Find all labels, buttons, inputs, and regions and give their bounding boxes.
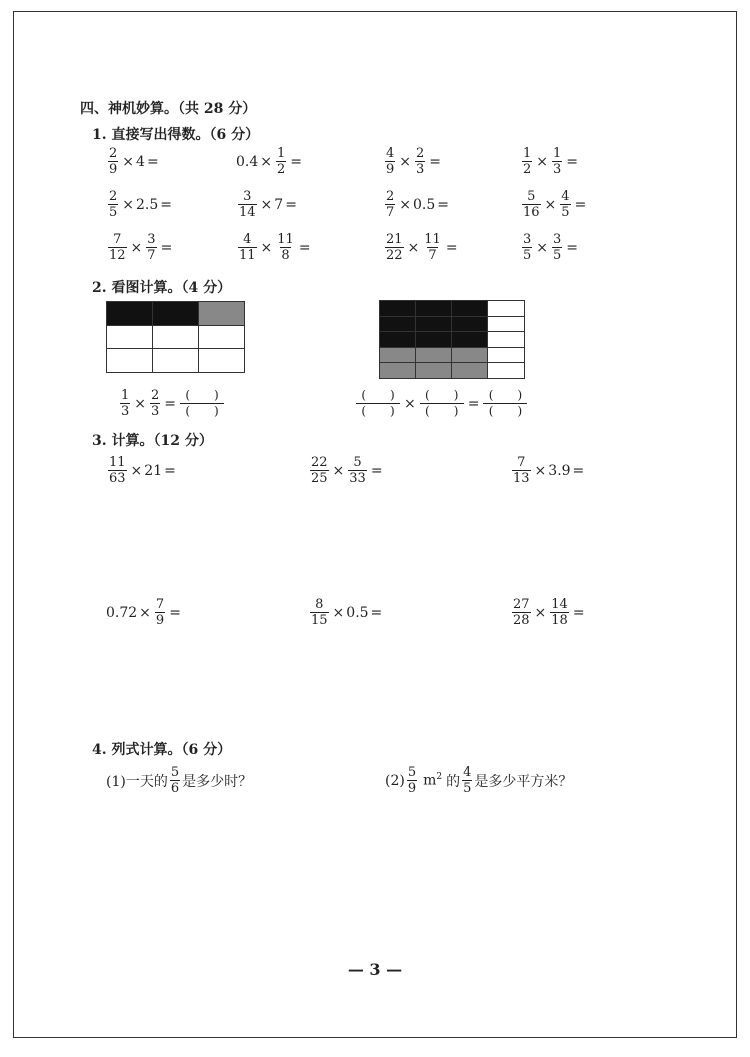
number: 0.72 — [106, 604, 138, 621]
grid-cell — [452, 301, 488, 317]
equals-sign: = — [146, 153, 159, 170]
grid-cell — [452, 316, 488, 332]
times-sign: × — [534, 604, 547, 621]
grid-cell — [107, 349, 153, 373]
q4-p1-fraction: $\frac{5}{6}$ — [170, 765, 180, 796]
expression — [520, 189, 588, 220]
fraction: $\frac{21}{22}$ — [386, 232, 403, 263]
fraction: $\frac{11}{63}$ — [109, 455, 126, 486]
page-number: — 3 — — [347, 960, 403, 979]
expression — [236, 146, 304, 177]
fraction: $\frac{2}{9}$ — [109, 146, 118, 177]
times-sign: × — [130, 239, 143, 256]
grid-cell — [153, 325, 199, 349]
equals-sign: = — [566, 239, 579, 256]
grid-cell — [452, 332, 488, 348]
fraction: $\frac{22}{25}$ — [311, 455, 328, 486]
grid-cell — [153, 349, 199, 373]
fraction: $\frac{8}{15}$ — [311, 597, 328, 628]
grid-cell — [452, 347, 488, 363]
q2-title: 2. 看图计算。（4 分） — [92, 280, 232, 296]
number: 7 — [274, 196, 284, 213]
fraction: $\frac{2}{7}$ — [386, 189, 395, 220]
fraction: $\frac{27}{28}$ — [513, 597, 530, 628]
equals-sign: = — [467, 395, 480, 412]
fraction: $\frac{2}{5}$ — [109, 189, 118, 220]
number: 0.5 — [413, 196, 436, 213]
expression — [510, 455, 586, 486]
grid-cell — [416, 316, 452, 332]
q4-p2-fraction-2: $\frac{4}{5}$ — [463, 765, 472, 796]
fraction: $\frac{2}{3}$ — [416, 146, 425, 177]
fraction: $\frac{5}{16}$ — [523, 189, 540, 220]
fraction: $\frac{14}{18}$ — [551, 597, 568, 628]
fraction: $\frac{7}{12}$ — [109, 232, 126, 263]
grid-cell — [416, 347, 452, 363]
q4-p1-post: 是多少时？ — [182, 773, 253, 790]
fraction: $\frac{1}{3}$ — [121, 388, 130, 419]
number: 0.5 — [346, 604, 369, 621]
equals-sign: = — [566, 153, 579, 170]
times-sign: × — [134, 395, 147, 412]
expression — [236, 189, 299, 220]
grid-cell — [488, 332, 525, 348]
times-sign: × — [399, 196, 412, 213]
grid-cell — [452, 363, 488, 379]
fraction: $\frac{4}{11}$ — [239, 232, 256, 263]
times-sign: × — [332, 604, 345, 621]
q2-left-formula — [118, 388, 226, 419]
equals-sign: = — [445, 239, 458, 256]
times-sign: × — [130, 462, 143, 479]
number: 3.9 — [548, 462, 571, 479]
number: 2.5 — [136, 196, 159, 213]
q4-problem-2 — [385, 765, 572, 796]
grid-cell — [199, 349, 245, 373]
grid-cell — [199, 302, 245, 326]
q2-right-formula — [354, 388, 529, 419]
grid-cell — [488, 363, 525, 379]
times-sign: × — [260, 239, 273, 256]
section-title: 四、神机妙算。（共 28 分） — [80, 101, 257, 117]
times-sign: × — [122, 153, 135, 170]
grid-cell — [107, 302, 153, 326]
fraction: $\frac{11}{8}$ — [277, 232, 294, 263]
fraction: $\frac{2}{3}$ — [151, 388, 160, 419]
grid-cell — [416, 332, 452, 348]
q4-p1-pre: (1)一天的 — [106, 773, 168, 790]
times-sign: × — [534, 462, 547, 479]
fraction: $\frac{5}{33}$ — [349, 455, 366, 486]
grid-cell — [107, 325, 153, 349]
equals-sign: = — [160, 196, 173, 213]
grid-cell — [380, 363, 416, 379]
equals-sign: = — [572, 462, 585, 479]
grid-cell — [380, 347, 416, 363]
grid-cell — [488, 347, 525, 363]
fraction: $\frac{3}{14}$ — [239, 189, 256, 220]
expression — [106, 146, 161, 177]
fraction: $\frac{7}{13}$ — [513, 455, 530, 486]
expression — [236, 232, 313, 263]
q4-p2-pre: (2) — [385, 772, 405, 789]
equals-sign: = — [160, 239, 173, 256]
expression — [308, 455, 385, 486]
number: 0.4 — [236, 153, 259, 170]
expression — [510, 597, 587, 628]
equals-sign: = — [574, 196, 587, 213]
grid-left-figure — [106, 301, 245, 373]
equals-sign: = — [285, 196, 297, 213]
times-sign: × — [407, 239, 420, 256]
equals-sign: = — [290, 153, 303, 170]
fraction: $\frac{3}{7}$ — [147, 232, 156, 263]
answer-blank[interactable]: ( ) ( ) — [180, 388, 224, 419]
fraction: $\frac{4}{9}$ — [386, 146, 395, 177]
q4-p2-unit: $m^2$ — [423, 772, 443, 789]
times-sign: × — [260, 153, 272, 170]
times-sign: × — [122, 196, 135, 213]
grid-cell — [380, 332, 416, 348]
expression — [308, 597, 384, 628]
grid-right-figure — [379, 300, 525, 379]
fraction: $\frac{1}{2}$ — [523, 146, 532, 177]
times-sign: × — [139, 604, 151, 621]
expression — [106, 232, 174, 263]
fraction: $\frac{7}{9}$ — [155, 597, 165, 628]
equals-sign: = — [370, 604, 383, 621]
equals-sign: = — [164, 395, 177, 412]
answer-blank[interactable]: ( ) ( ) — [356, 388, 400, 419]
expression — [520, 232, 580, 263]
equals-sign: = — [370, 462, 383, 479]
expression — [106, 189, 174, 220]
grid-cell — [199, 325, 245, 349]
equals-sign: = — [572, 604, 585, 621]
q4-p2-post: 是多少平方米？ — [474, 773, 573, 790]
expression — [383, 189, 451, 220]
expression — [106, 455, 178, 486]
q3-title: 3. 计算。（12 分） — [92, 433, 213, 449]
fraction: $\frac{3}{5}$ — [523, 232, 532, 263]
equals-sign: = — [169, 604, 181, 621]
times-sign: × — [536, 239, 549, 256]
grid-cell — [380, 301, 416, 317]
equals-sign: = — [298, 239, 311, 256]
fraction: $\frac{3}{5}$ — [553, 232, 562, 263]
grid-cell — [380, 316, 416, 332]
fraction: $\frac{1}{2}$ — [277, 146, 286, 177]
q4-p2-fraction-1: $\frac{5}{9}$ — [407, 765, 417, 796]
fraction: $\frac{11}{7}$ — [424, 232, 441, 263]
times-sign: × — [399, 153, 412, 170]
q4-title: 4. 列式计算。（6 分） — [92, 742, 232, 758]
grid-cell — [153, 302, 199, 326]
expression — [106, 597, 183, 628]
q1-title: 1. 直接写出得数。（6 分） — [92, 127, 260, 143]
fraction: $\frac{4}{5}$ — [561, 189, 570, 220]
q4-problem-1 — [106, 765, 252, 796]
fraction: $\frac{1}{3}$ — [553, 146, 562, 177]
expression — [383, 232, 460, 263]
grid-cell — [416, 301, 452, 317]
number: 21 — [144, 462, 163, 479]
equals-sign: = — [429, 153, 442, 170]
expression — [520, 146, 580, 177]
grid-cell — [488, 301, 525, 317]
times-sign: × — [544, 196, 557, 213]
expression — [383, 146, 443, 177]
q4-p2-mid: 的 — [446, 773, 461, 790]
grid-cell — [416, 363, 452, 379]
times-sign: × — [536, 153, 549, 170]
times-sign: × — [260, 196, 273, 213]
times-sign: × — [404, 395, 416, 412]
times-sign: × — [332, 462, 345, 479]
number: 4 — [136, 153, 145, 170]
equals-sign: = — [164, 462, 176, 479]
grid-cell — [488, 316, 525, 332]
equals-sign: = — [437, 196, 450, 213]
answer-blank[interactable]: ( ) ( ) — [483, 388, 527, 419]
answer-blank[interactable]: ( ) ( ) — [420, 388, 464, 419]
